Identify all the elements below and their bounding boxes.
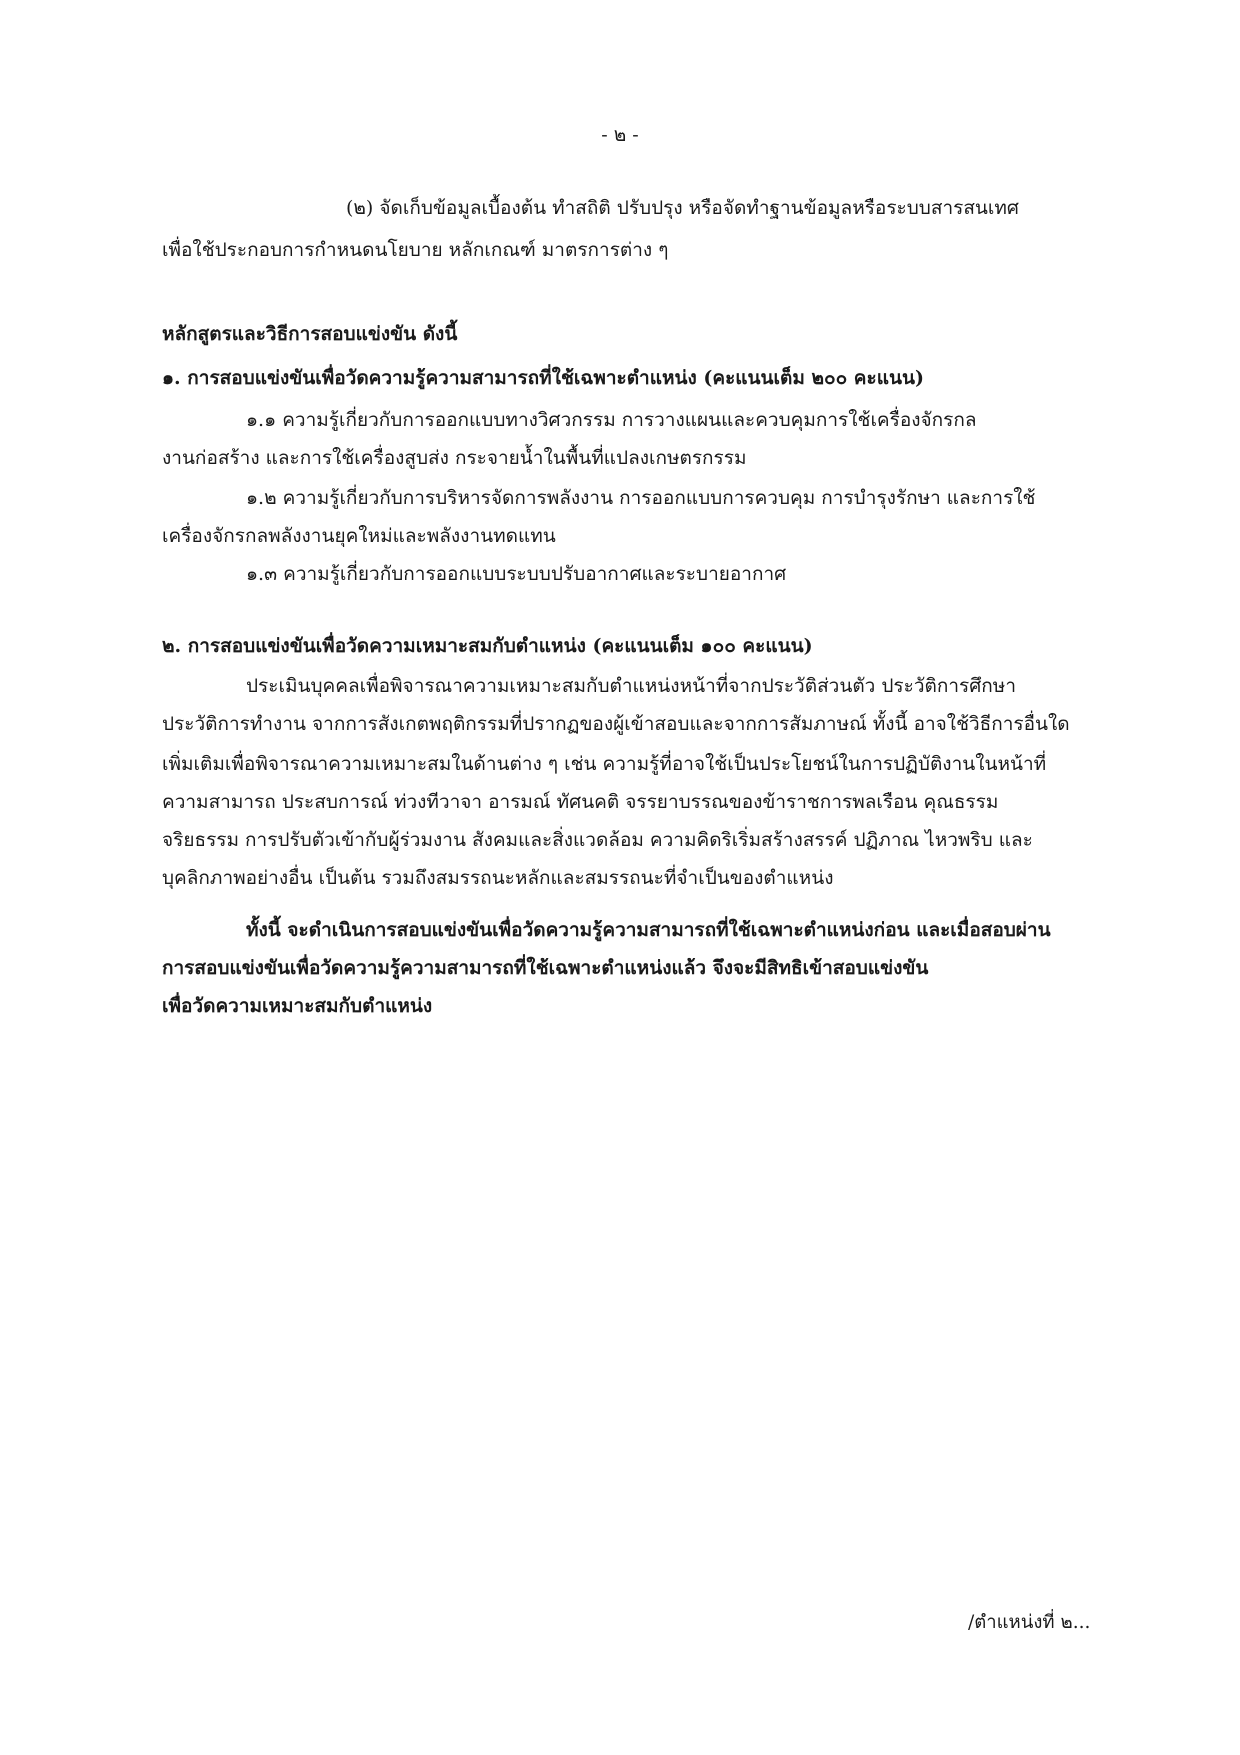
- section-2-para-line-4: ความสามารถ ประสบการณ์ ท่วงทีวาจา อารมณ์ ทัศนคติ จรรยาบรรณของข้าราชการพลเรือน คุณธรรม: [162, 791, 999, 813]
- curriculum-heading: หลักสูตรและวิธีการสอบแข่งขัน ดังนี้: [162, 323, 458, 345]
- section-2-para-line-5: จริยธรรม การปรับตัวเข้ากับผู้ร่วมงาน สังคมและสิ่งแวดล้อม ความคิดริเริ่มสร้างสรรค์ ปฏิภาณ ไหวพริบ และ: [162, 829, 1033, 851]
- intro-line-2: เพื่อใช้ประกอบการกำหนดนโยบาย หลักเกณฑ์ มาตรการต่าง ๆ: [162, 239, 669, 261]
- section-1-title: ๑. การสอบแข่งขันเพื่อวัดความรู้ความสามารถที่ใช้เฉพาะตำแหน่ง (คะแนนเต็ม ๒๐๐ คะแนน): [162, 367, 924, 389]
- intro-line-1: (๒) จัดเก็บข้อมูลเบื้องต้น ทำสถิติ ปรับปรุง หรือจัดทำฐานข้อมูลหรือระบบสารสนเทศ: [346, 197, 1019, 219]
- note-line-1: ทั้งนี้ จะดำเนินการสอบแข่งขันเพื่อวัดความรู้ความสามารถที่ใช้เฉพาะตำแหน่งก่อน และเมื่อสอบผ่าน: [246, 919, 1051, 941]
- section-2-para-line-1: ประเมินบุคคลเพื่อพิจารณาความเหมาะสมกับตำแหน่งหน้าที่จากประวัติส่วนตัว ประวัติการศึกษา: [246, 675, 1016, 697]
- section-1-item-1-line-1: ๑.๑ ความรู้เกี่ยวกับการออกแบบทางวิศวกรรม การวางแผนและควบคุมการใช้เครื่องจักรกล: [246, 409, 977, 431]
- section-2-para-line-3: เพิ่มเติมเพื่อพิจารณาความเหมาะสมในด้านต่าง ๆ เช่น ความรู้ที่อาจใช้เป็นประโยชน์ในการปฏิบัติงานในหน้าที่: [162, 753, 1047, 775]
- note-line-2: การสอบแข่งขันเพื่อวัดความรู้ความสามารถที่ใช้เฉพาะตำแหน่งแล้ว จึงจะมีสิทธิเข้าสอบแข่งขัน: [162, 957, 929, 979]
- section-2-title: ๒. การสอบแข่งขันเพื่อวัดความเหมาะสมกับตำแหน่ง (คะแนนเต็ม ๑๐๐ คะแนน): [162, 635, 813, 657]
- section-2-para-line-6: บุคลิกภาพอย่างอื่น เป็นต้น รวมถึงสมรรถนะหลักและสมรรถนะที่จำเป็นของตำแหน่ง: [162, 867, 834, 889]
- section-1-item-2-line-1: ๑.๒ ความรู้เกี่ยวกับการบริหารจัดการพลังงาน การออกแบบการควบคุม การบำรุงรักษา และการใช้: [246, 487, 1036, 509]
- section-2-para-line-2: ประวัติการทำงาน จากการสังเกตพฤติกรรมที่ปรากฏของผู้เข้าสอบและจากการสัมภาษณ์ ทั้งนี้ อาจใช้วิธีการอื่นใด: [162, 713, 1070, 735]
- section-1-item-3-line-1: ๑.๓ ความรู้เกี่ยวกับการออกแบบระบบปรับอากาศและระบายอากาศ: [246, 563, 787, 585]
- continuation-note: /ตำแหน่งที่ ๒...: [968, 1612, 1091, 1633]
- section-1-item-1-line-2: งานก่อสร้าง และการใช้เครื่องสูบส่ง กระจายน้ำในพื้นที่แปลงเกษตรกรรม: [162, 447, 747, 469]
- page-number: - ๒ -: [601, 124, 639, 146]
- section-1-item-2-line-2: เครื่องจักรกลพลังงานยุคใหม่และพลังงานทดแทน: [162, 525, 556, 547]
- note-line-3: เพื่อวัดความเหมาะสมกับตำแหน่ง: [162, 995, 433, 1017]
